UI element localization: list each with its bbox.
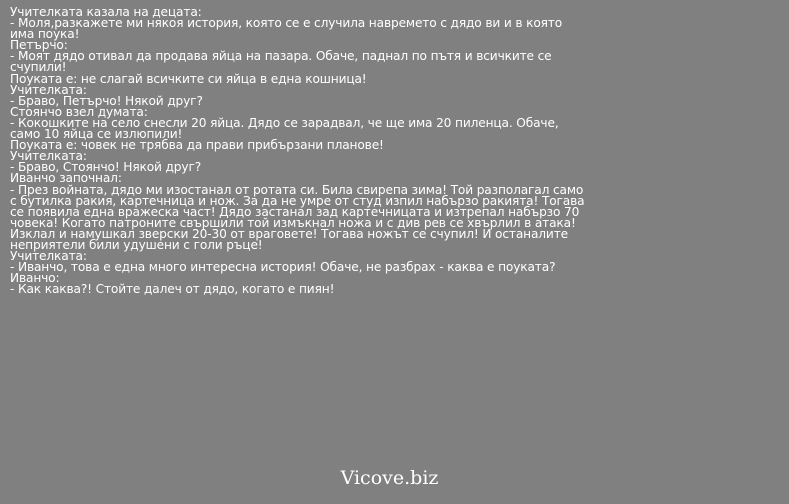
- story-line: - Иванчо, това е една много интересна история! Обаче, не разбрах - каква е поуката?: [10, 260, 556, 275]
- story-line: Учителката:: [10, 82, 87, 97]
- story-line: Стоянчо взел думата:: [10, 104, 148, 119]
- story-line: Учителката:: [10, 149, 87, 164]
- story-line: - Моят дядо отивал да продава яйца на пазара. Обаче, паднал по пътя и всичките се счупили!: [10, 49, 552, 75]
- story-line: - Кокошките на село снесли 20 яйца. Дядо се зарадвал, че ще има 20 пиленца. Обаче, само 10 яйца се излюпили!: [10, 115, 559, 142]
- story-line: - През войната, дядо ми изостанал от ротата си. Била свирепа зима! Той разполагал само с бутилка ракия, картечница и нож. За да не умре от студ изпил набързо ракията! Тогава се появила една вражеска част! Дядо застанал зад картечницата и изтрепал набързо 70 човека! Когато патроните свършили той измъкнал ножа и с див рев се хвърлил в атака! Изклал и намушкал зверски 20-30 от враговете! Тогава ножът се счупил! И останалите неприятели били удушени с голи ръце!: [10, 182, 585, 252]
- story-line: - Моля,разкажете ми някоя история, която се е случила навремето с дядо ви и в която има поука!: [10, 16, 563, 42]
- story-line: Учителката:: [10, 249, 87, 264]
- joke-text: [10, 7, 585, 295]
- story-line: Поуката е: човек не трябва да прави прибързани планове!: [10, 138, 384, 153]
- story-line: Иванчо започнал:: [10, 171, 122, 186]
- story-line: - Браво, Петърчо! Някой друг?: [10, 93, 203, 108]
- story-line: Иванчо:: [10, 271, 60, 286]
- story-line: - Как каква?! Стойте далеч от дядо, когато е пиян!: [10, 282, 335, 297]
- story-line: Учителката казала на децата:: [10, 5, 202, 19]
- story-line: - Браво, Стоянчо! Някой друг?: [10, 160, 202, 175]
- story-line: Поуката е: не слагай всичките си яйца в една кошница!: [10, 71, 367, 86]
- story-line: Петърчо:: [10, 38, 68, 53]
- site-watermark: Vicove.biz: [340, 467, 439, 489]
